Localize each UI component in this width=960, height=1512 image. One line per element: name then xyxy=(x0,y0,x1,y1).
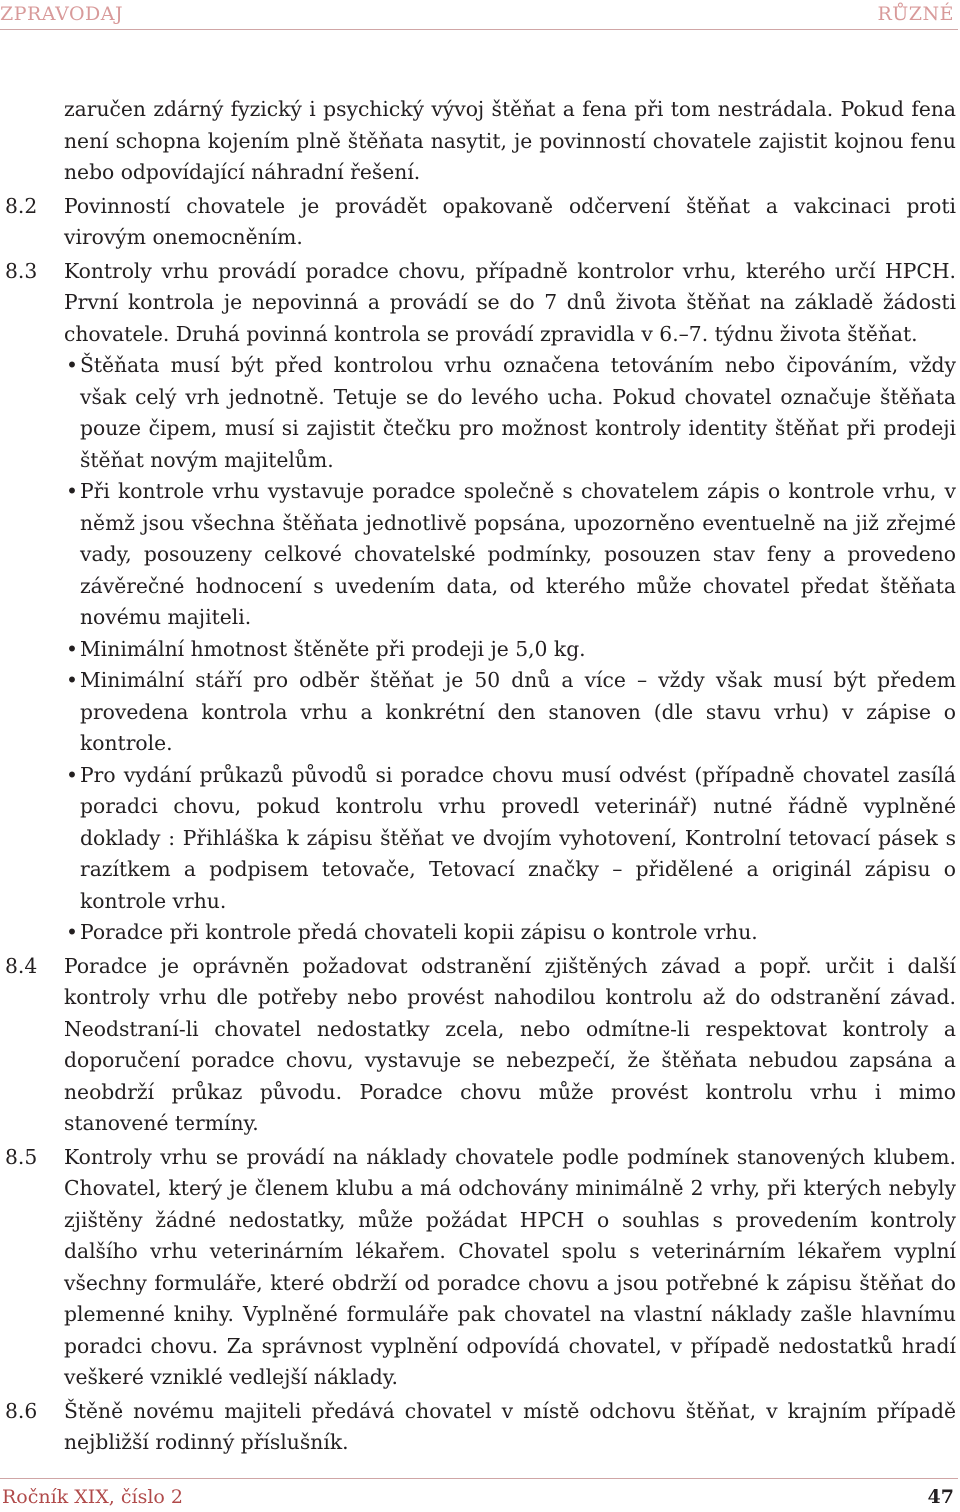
issue-label: Ročník XIX, číslo 2 xyxy=(2,1486,184,1508)
bullet-text: Minimální hmotnost štěněte při prodeji je 5,0 kg. xyxy=(80,636,586,661)
bullet-item xyxy=(0,476,960,634)
bullet-text: Štěňata musí být před kontrolou vrhu označena tetováním nebo čipováním, vždy však celý vrh jednotně. Tetuje se do levého ucha. Pokud chovatel označuje štěňata pouze čipem, musí si zajistit čtečku pro možnost kontroly identity štěňat při prodeji štěňat novým majitelům. xyxy=(80,353,956,472)
section-text: Kontroly vrhu se provádí na náklady chovatele podle podmínek stanovených klubem. Chovatel, který je členem klubu a má odchovány minimálně 2 vrhy, při kterých nebyly zjištěny žádné nedostatky, může požádat HPCH o souhlas s provedením kontroly dalšího vrhu veterinárním lékařem. Chovatel spolu s veterinárním lékařem vyplní všechny formuláře, které obdrží od poradce chovu a jsou potřebné k zápisu štěňat do plemenné knihy. Vyplněné formuláře pak chovatel na vlastní náklady zašle hlavnímu poradci chovu. Za správnost vyplnění odpovídá chovatel, v případě nedostatků hradí veškeré vzniklé vedlejší náklady. xyxy=(64,1144,956,1389)
header-section-name: RŮZNÉ xyxy=(877,3,954,25)
header-rule xyxy=(0,29,958,30)
section-text: Štěně novému majiteli předává chovatel v místě odchovu štěňat, v krajním případě nejbližší rodinný příslušník. xyxy=(64,1398,956,1454)
header-publication-name: ZPRAVODAJ xyxy=(0,3,124,25)
bullet-item xyxy=(0,665,960,760)
section-number: 8.3 xyxy=(5,258,38,283)
section-number: 8.2 xyxy=(5,193,38,218)
article-body xyxy=(0,94,960,1459)
bullet-dot: • xyxy=(66,668,78,692)
page-header xyxy=(0,0,960,30)
bullet-text: Poradce při kontrole předá chovateli kopii zápisu o kontrole vrhu. xyxy=(80,920,758,944)
bullet-dot: • xyxy=(66,920,78,944)
section-8-5 xyxy=(0,1142,960,1394)
bullet-item xyxy=(0,634,960,666)
section-8-4 xyxy=(0,951,960,1140)
intro-paragraph: zaručen zdárný fyzický i psychický vývoj štěňat a fena při tom nestrádala. Pokud fena není schopna kojením plně štěňata nasytit, je povinností chovatele zajistit kojnou fenu nebo odpovídající náhradní řešení. xyxy=(64,97,956,184)
footer-rule xyxy=(0,1478,958,1479)
section-number: 8.6 xyxy=(5,1398,38,1423)
bullet-text: Minimální stáří pro odběr štěňat je 50 dnů a více – vždy však musí být předem provedena kontrola vrhu a konkrétní den stanoven (dle stavu vrhu) v zápise o kontrole. xyxy=(80,668,956,755)
section-8-6 xyxy=(0,1396,960,1459)
bullet-dot: • xyxy=(66,762,78,787)
section-text: Kontroly vrhu provádí poradce chovu, případně kontrolor vrhu, kterého určí HPCH. První kontrola je nepovinná a provádí se do 7 dnů života štěňat na základě žádosti chovatele. Druhá povinná kontrola se provádí zpravidla v 6.–7. týdnu života štěňat. xyxy=(64,258,956,346)
bullet-text: Pro vydání průkazů původů si poradce chovu musí odvést (případně chovatel zasílá poradci chovu, pokud kontrolu vrhu provedl veterinář) nutné řádně vyplněné doklady : Přihláška k zápisu štěňat ve dvojím vyhotovení, Kontrolní tetovací pásek s razítkem a podpisem tetovače, Tetovací značky – přidělené a originál zápisu o kontrole vrhu. xyxy=(80,762,956,913)
page-number: 47 xyxy=(927,1486,954,1508)
bullet-dot: • xyxy=(66,479,78,503)
bullet-item xyxy=(0,350,960,476)
section-number: 8.4 xyxy=(5,953,38,978)
bullet-text: Při kontrole vrhu vystavuje poradce společně s chovatelem zápis o kontrole vrhu, v němž jsou všechna štěňata jednotlivě popsána, upozorněno eventuelně na již zřejmé vady, posouzeny celkové chovatelské podmínky, posouzen stav feny a provedeno závěrečné hodnocení s uvedením data, od kterého může chovatel předat štěňata novému majiteli. xyxy=(80,479,956,629)
bullet-item xyxy=(0,917,960,949)
bullet-dot: • xyxy=(66,353,78,377)
section-8-3 xyxy=(0,256,960,351)
bullet-dot: • xyxy=(66,636,78,661)
page-footer xyxy=(0,1478,960,1512)
bullet-item xyxy=(0,760,960,918)
section-text: Povinností chovatele je provádět opakovaně odčervení štěňat a vakcinaci proti virovým onemocněním. xyxy=(64,193,956,249)
section-8-2 xyxy=(0,191,960,254)
section-number: 8.5 xyxy=(5,1144,38,1169)
section-text: Poradce je oprávněn požadovat odstranění zjištěných závad a popř. určit i další kontroly vrhu dle potřeby nebo provést nahodilou kontrolu až do odstranění závad. Neodstraní-li chovatel nedostatky zcela, nebo odmítne-li respektovat kontroly a doporučení poradce chovu, vystavuje se nebezpečí, že štěňata nebudou zapsána a neobdrží průkaz původu. Poradce chovu může provést kontrolu vrhu i mimo stanovené termíny. xyxy=(64,953,956,1135)
